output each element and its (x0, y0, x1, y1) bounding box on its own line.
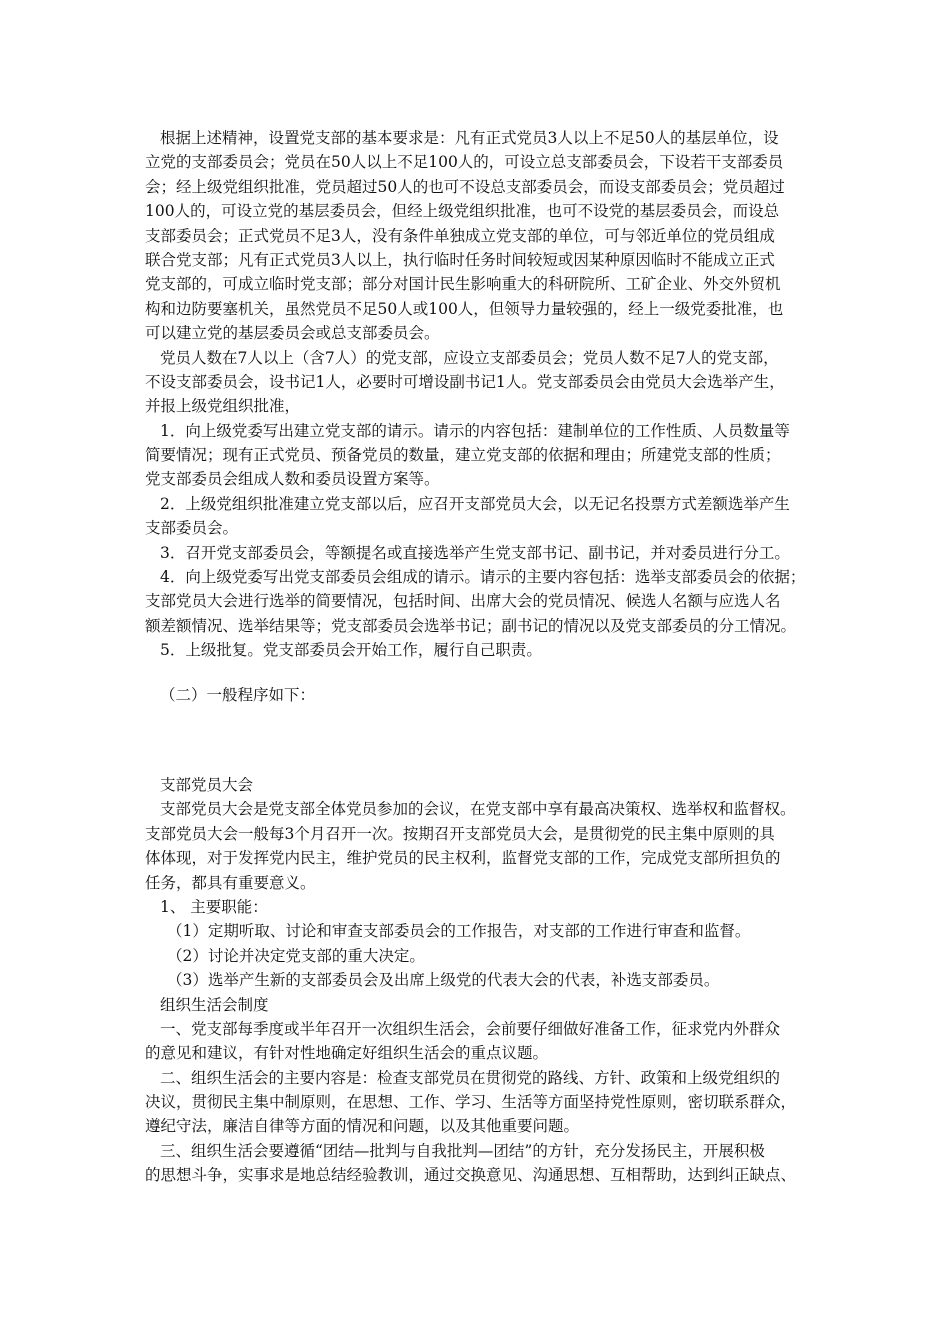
list-heading: 1、 主要职能： (160, 897, 268, 916)
paragraph-line: 立党的支部委员会；党员在50人以上不足100人的，可设立总支部委员会，下设若干支部委员 (145, 153, 784, 172)
paragraph-line: 体体现，对于发挥党内民主，维护党员的民主权利，监督党支部的工作，完成党支部所担负的 (145, 849, 781, 868)
section-basic-requirements (145, 126, 810, 663)
list-item-line: 1．向上级党委写出建立党支部的请示。请示的内容包括：建制单位的工作性质、人员数量等 (160, 421, 790, 440)
list-item-line: 党支部委员会组成人数和委员设置方案等。 (145, 470, 440, 489)
paragraph-line: 遵纪守法，廉洁自律等方面的情况和问题，以及其他重要问题。 (145, 1117, 580, 1136)
list-item-line: 支部委员会。 (145, 519, 239, 538)
paragraph-line: 党员人数在7人以上（含7人）的党支部，应设立支部委员会；党员人数不足7人的党支部， (160, 348, 779, 367)
paragraph-line: 任务，都具有重要意义。 (145, 873, 316, 892)
list-item-line: （3）选举产生新的支部委员会及出席上级党的代表大会的代表，补选支部委员。 (167, 971, 720, 990)
document-page (145, 126, 810, 1188)
section-title: 支部党员大会 (160, 775, 254, 794)
paragraph-line: 支部党员大会一般每3个月召开一次。按期召开支部党员大会，是贯彻党的民主集中原则的具 (145, 824, 775, 843)
list-item-line: 5．上级批复。党支部委员会开始工作，履行自己职责。 (160, 641, 542, 660)
paragraph-line: 三、组织生活会要遵循“团结—批判与自我批判—团结”的方针，充分发扬民主，开展积极 (160, 1141, 765, 1160)
list-item-line: 支部党员大会进行选举的简要情况，包括时间、出席大会的党员情况、候选人名额与应选人名 (145, 592, 781, 611)
paragraph-line: 会；经上级党组织批准，党员超过50人的也可不设总支部委员会，而设支部委员会；党员超过 (145, 177, 785, 196)
list-item-line: 额差额情况、选举结果等；党支部委员会选举书记；副书记的情况以及党支部委员的分工情况。 (145, 616, 797, 635)
list-item-line: （1）定期听取、讨论和审查支部委员会的工作报告，对支部的工作进行审查和监督。 (167, 922, 751, 941)
paragraph-line: 100人的，可设立党的基层委员会，但经上级党组织批准，也可不设党的基层委员会，而设总 (145, 202, 780, 221)
paragraph-line: 构和边防要塞机关，虽然党员不足50人或100人，但领导力量较强的，经上一级党委批准，也 (145, 299, 784, 318)
paragraph-line: 决议，贯彻民主集中制原则，在思想、工作、学习、生活等方面坚持党性原则，密切联系群众， (145, 1093, 797, 1112)
paragraph-line: 不设支部委员会，设书记1人，必要时可增设副书记1人。党支部委员会由党员大会选举产生， (145, 372, 785, 391)
paragraph-line: 二、组织生活会的主要内容是：检查支部党员在贯彻党的路线、方针、政策和上级党组织的 (160, 1068, 781, 1087)
subheading-general-procedure: （二）一般程序如下： (160, 685, 316, 704)
paragraph-line: 支部党员大会是党支部全体党员参加的会议，在党支部中享有最高决策权、选举权和监督权。 (160, 800, 796, 819)
paragraph-line: 根据上述精神，设置党支部的基本要求是：凡有正式党员3人以上不足50人的基层单位，设 (160, 129, 779, 147)
list-item-line: 2．上级党组织批准建立党支部以后，应召开支部党员大会，以无记名投票方式差额选举产生 (160, 494, 790, 513)
paragraph-line: 的思想斗争，实事求是地总结经验教训，通过交换意见、沟通思想、互相帮助，达到纠正缺点、 (145, 1166, 797, 1185)
paragraph-line: 的意见和建议，有针对性地确定好组织生活会的重点议题。 (145, 1044, 549, 1063)
list-item-line: 3．召开党支部委员会，等额提名或直接选举产生党支部书记、副书记，并对委员进行分工。 (160, 543, 790, 562)
paragraph-line: 联合党支部；凡有正式党员3人以上，执行临时任务时间较短或因某种原因临时不能成立正式 (145, 250, 775, 269)
paragraph-line: 党支部的，可成立临时党支部；部分对国计民生影响重大的科研院所、工矿企业、外交外贸机 (145, 275, 781, 294)
paragraph-line: 并报上级党组织批准， (145, 397, 301, 416)
list-item-line: 4．向上级党委写出党支部委员会组成的请示。请示的主要内容包括：选举支部委员会的依据； (160, 568, 806, 587)
paragraph-line: 可以建立党的基层委员会或总支部委员会。 (145, 324, 440, 343)
paragraph-line: 支部委员会；正式党员不足3人，没有条件单独成立党支部的单位，可与邻近单位的党员组成 (145, 226, 775, 245)
spacer (145, 707, 810, 773)
list-item-line: 简要情况；现有正式党员、预备党员的数量，建立党支部的依据和理由；所建党支部的性质； (145, 446, 781, 465)
list-item-line: （2）讨论并决定党支部的重大决定。 (167, 946, 425, 965)
paragraph-line: 一、党支部每季度或半年召开一次组织生活会，会前要仔细做好准备工作，征求党内外群众 (160, 1019, 781, 1038)
section-title: 组织生活会制度 (160, 995, 269, 1014)
section-party-meeting (145, 773, 810, 1188)
spacer (145, 663, 810, 683)
